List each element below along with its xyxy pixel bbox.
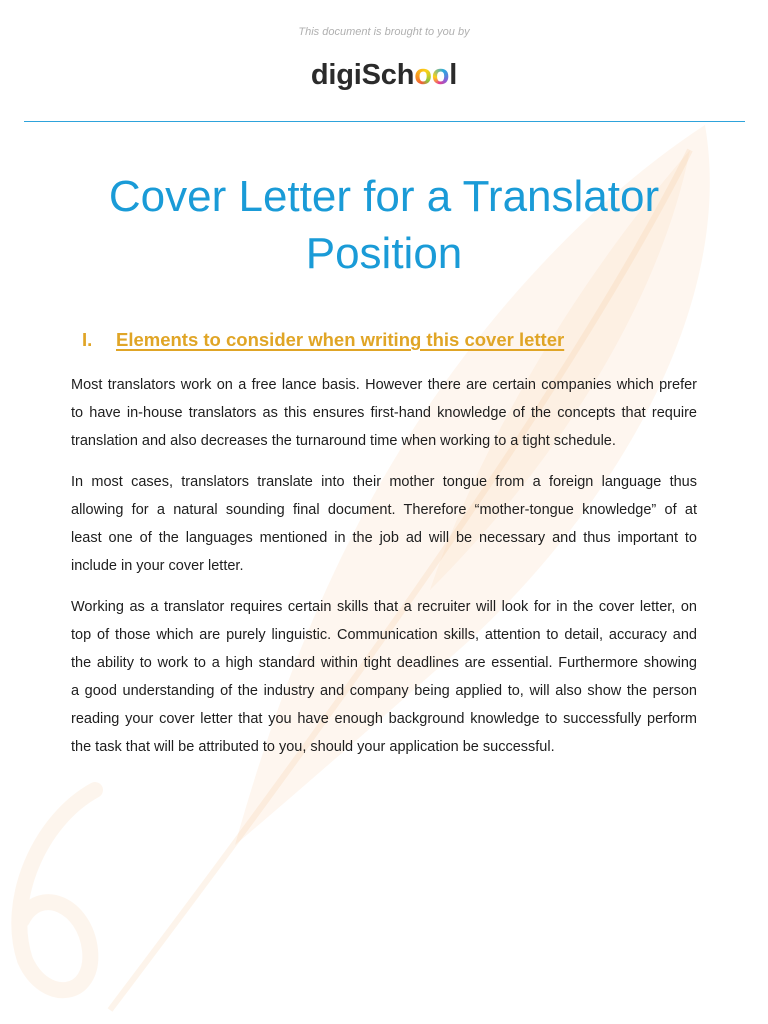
paragraph-line: least one of the languages mentioned in the job ad will be necessary and thus important to bbox=[71, 530, 697, 546]
logo-ring-right-icon: o bbox=[431, 59, 450, 91]
section-number: I. bbox=[82, 329, 93, 350]
paragraph-line: include in your cover letter. bbox=[71, 558, 244, 574]
body-paragraph bbox=[71, 371, 697, 455]
header-divider bbox=[24, 121, 745, 122]
paragraph-line: top of those which are purely linguistic. Communication skills, attention to detail, accuracy and bbox=[71, 627, 697, 643]
feather-curl bbox=[19, 790, 95, 990]
digischool-logo bbox=[0, 58, 768, 92]
paragraph-line: translation and also decreases the turnaround time when working to a tight schedule. bbox=[71, 433, 616, 449]
body-paragraph bbox=[71, 593, 697, 761]
paragraph-line: a good understanding of the industry and company being applied to, will also show the person bbox=[71, 683, 697, 699]
document-body bbox=[71, 371, 697, 774]
paragraph-line: to have in-house translators as this ensures first-hand knowledge of the concepts that require bbox=[71, 405, 697, 421]
document-title: Cover Letter for a Translator Position bbox=[108, 172, 660, 278]
paragraph-line: the ability to work to a high standard within tight deadlines are essential. Furthermore showing bbox=[71, 655, 697, 671]
paragraph-line: Working as a translator requires certain skills that a recruiter will look for in the cover letter, on bbox=[71, 599, 697, 615]
paragraph-line: Most translators work on a free lance basis. However there are certain companies which prefer bbox=[71, 377, 697, 393]
paragraph-line: allowing for a natural sounding final document. Therefore “mother-tongue knowledge” of at bbox=[71, 502, 697, 518]
logo-wordmark-start: digiSch bbox=[310, 59, 415, 91]
section-title: Elements to consider when writing this cover letter bbox=[116, 329, 565, 350]
paragraph-line: the task that will be attributed to you, should your application be successful. bbox=[71, 739, 555, 755]
paragraph-line: In most cases, translators translate into their mother tongue from a foreign language thus bbox=[71, 474, 697, 490]
paragraph-line: reading your cover letter that you have enough background knowledge to successfully perform bbox=[71, 711, 697, 727]
section-heading bbox=[82, 328, 564, 352]
brought-by-text: This document is brought to you by bbox=[298, 26, 470, 38]
body-paragraph bbox=[71, 468, 697, 580]
logo-ring-left-icon: o bbox=[414, 59, 432, 91]
logo-wordmark-end: l bbox=[449, 59, 458, 91]
